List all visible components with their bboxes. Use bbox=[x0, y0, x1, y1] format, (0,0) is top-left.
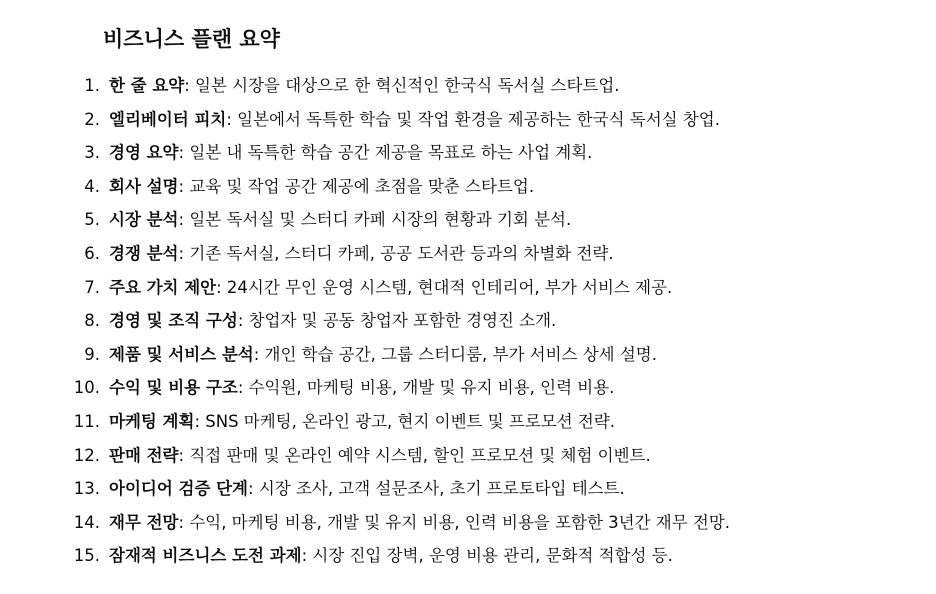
list-item-description: : 일본 내 독특한 학습 공간 제공을 목표로 하는 사업 계획. bbox=[178, 143, 593, 163]
list-item-description: : 창업자 및 공동 창업자 포함한 경영진 소개. bbox=[237, 311, 557, 331]
list-item-text bbox=[109, 472, 625, 506]
list-item-label: 한 줄 요약 bbox=[109, 76, 185, 95]
list-item-description: : 시장 조사, 고객 설문조사, 초기 프로토타입 테스트. bbox=[248, 479, 625, 499]
list-item-label: 마케팅 계획 bbox=[109, 411, 195, 431]
list-item-number: 6. bbox=[84, 243, 100, 263]
list-item-label: 경영 및 조직 구성 bbox=[109, 311, 238, 331]
list-item-text bbox=[109, 237, 614, 271]
list-item-label: 주요 가치 제안 bbox=[109, 277, 217, 297]
list-item-label: 회사 설명 bbox=[109, 176, 179, 196]
list-item-description: : 교육 및 작업 공간 제공에 초점을 맞춘 스타트업. bbox=[178, 176, 535, 196]
list-item-number: 3. bbox=[84, 143, 100, 163]
list-item-description: : 수익원, 마케팅 비용, 개발 및 유지 비용, 인력 비용. bbox=[237, 378, 615, 398]
list-item-number: 8. bbox=[84, 311, 100, 331]
list-item-text bbox=[109, 203, 571, 237]
list-item-description: : 기존 독서실, 스터디 카페, 공공 도서관 등과의 차별화 전략. bbox=[178, 243, 614, 263]
list-item-text bbox=[109, 506, 730, 540]
list-item-number: 11. bbox=[73, 411, 100, 431]
list-item-description: : 일본에서 독특한 학습 및 작업 환경을 제공하는 한국식 독서실 창업. bbox=[226, 109, 720, 129]
list-item-label: 시장 분석 bbox=[109, 210, 179, 230]
list-item-text bbox=[109, 103, 720, 137]
list-item-number: 12. bbox=[73, 445, 100, 465]
list-item-label: 잠재적 비즈니스 도전 과제 bbox=[109, 546, 302, 566]
list-item-number: 4. bbox=[84, 176, 100, 196]
list-item-description: : 시장 진입 장벽, 운영 비용 관리, 문화적 적합성 등. bbox=[301, 546, 673, 566]
list-item-label: 재무 전망 bbox=[109, 512, 179, 532]
list-item-text bbox=[109, 170, 534, 204]
list-item-label: 판매 전략 bbox=[109, 445, 179, 465]
list-item-description: : 수익, 마케팅 비용, 개발 및 유지 비용, 인력 비용을 포함한 3년간 재무 전망. bbox=[178, 512, 731, 532]
list-item-number: 1. bbox=[84, 76, 100, 95]
list-item-text bbox=[109, 439, 651, 473]
list-item-text bbox=[109, 371, 614, 405]
list-item-label: 제품 및 서비스 분석 bbox=[109, 344, 254, 364]
list-item-text bbox=[109, 304, 556, 338]
list-item-label: 경영 요약 bbox=[109, 143, 179, 163]
list-item-description: : 개인 학습 공간, 그룹 스터디룸, 부가 서비스 상세 설명. bbox=[253, 344, 657, 364]
list-item-description: : 일본 독서실 및 스터디 카페 시장의 현황과 기회 분석. bbox=[178, 210, 572, 230]
list-item-number: 7. bbox=[84, 277, 100, 297]
list-item-description: : 24시간 무인 운영 시스템, 현대적 인테리어, 부가 서비스 제공. bbox=[216, 277, 673, 297]
list-item-label: 엘리베이터 피치 bbox=[109, 109, 227, 129]
list-item-label: 아이디어 검증 단계 bbox=[109, 479, 249, 499]
list-item-text bbox=[109, 405, 615, 439]
list-item-number: 14. bbox=[73, 512, 100, 532]
list-item-description: : 직접 판매 및 온라인 예약 시스템, 할인 프로모션 및 체험 이벤트. bbox=[178, 445, 651, 465]
list-item-number: 2. bbox=[84, 109, 100, 129]
list-item-text bbox=[109, 271, 672, 305]
document-title: 비즈니스 플랜 요약 bbox=[103, 27, 280, 51]
list-item-number: 5. bbox=[84, 210, 100, 230]
list-item-label: 수익 및 비용 구조 bbox=[109, 378, 238, 398]
list-item-description: : 일본 시장을 대상으로 한 혁신적인 한국식 독서실 스타트업. bbox=[184, 76, 620, 95]
list-item-text bbox=[109, 338, 657, 372]
list-item-number: 9. bbox=[84, 344, 100, 364]
list-item-number: 13. bbox=[73, 479, 100, 499]
list-item-number: 15. bbox=[73, 546, 100, 566]
list-item-text bbox=[109, 69, 620, 103]
list-item-text bbox=[109, 136, 592, 170]
list-item-text bbox=[109, 539, 673, 573]
list-item-label: 경쟁 분석 bbox=[109, 243, 179, 263]
list-item-description: : SNS 마케팅, 온라인 광고, 현지 이벤트 및 프로모션 전략. bbox=[194, 411, 616, 431]
list-item-number: 10. bbox=[73, 378, 100, 398]
